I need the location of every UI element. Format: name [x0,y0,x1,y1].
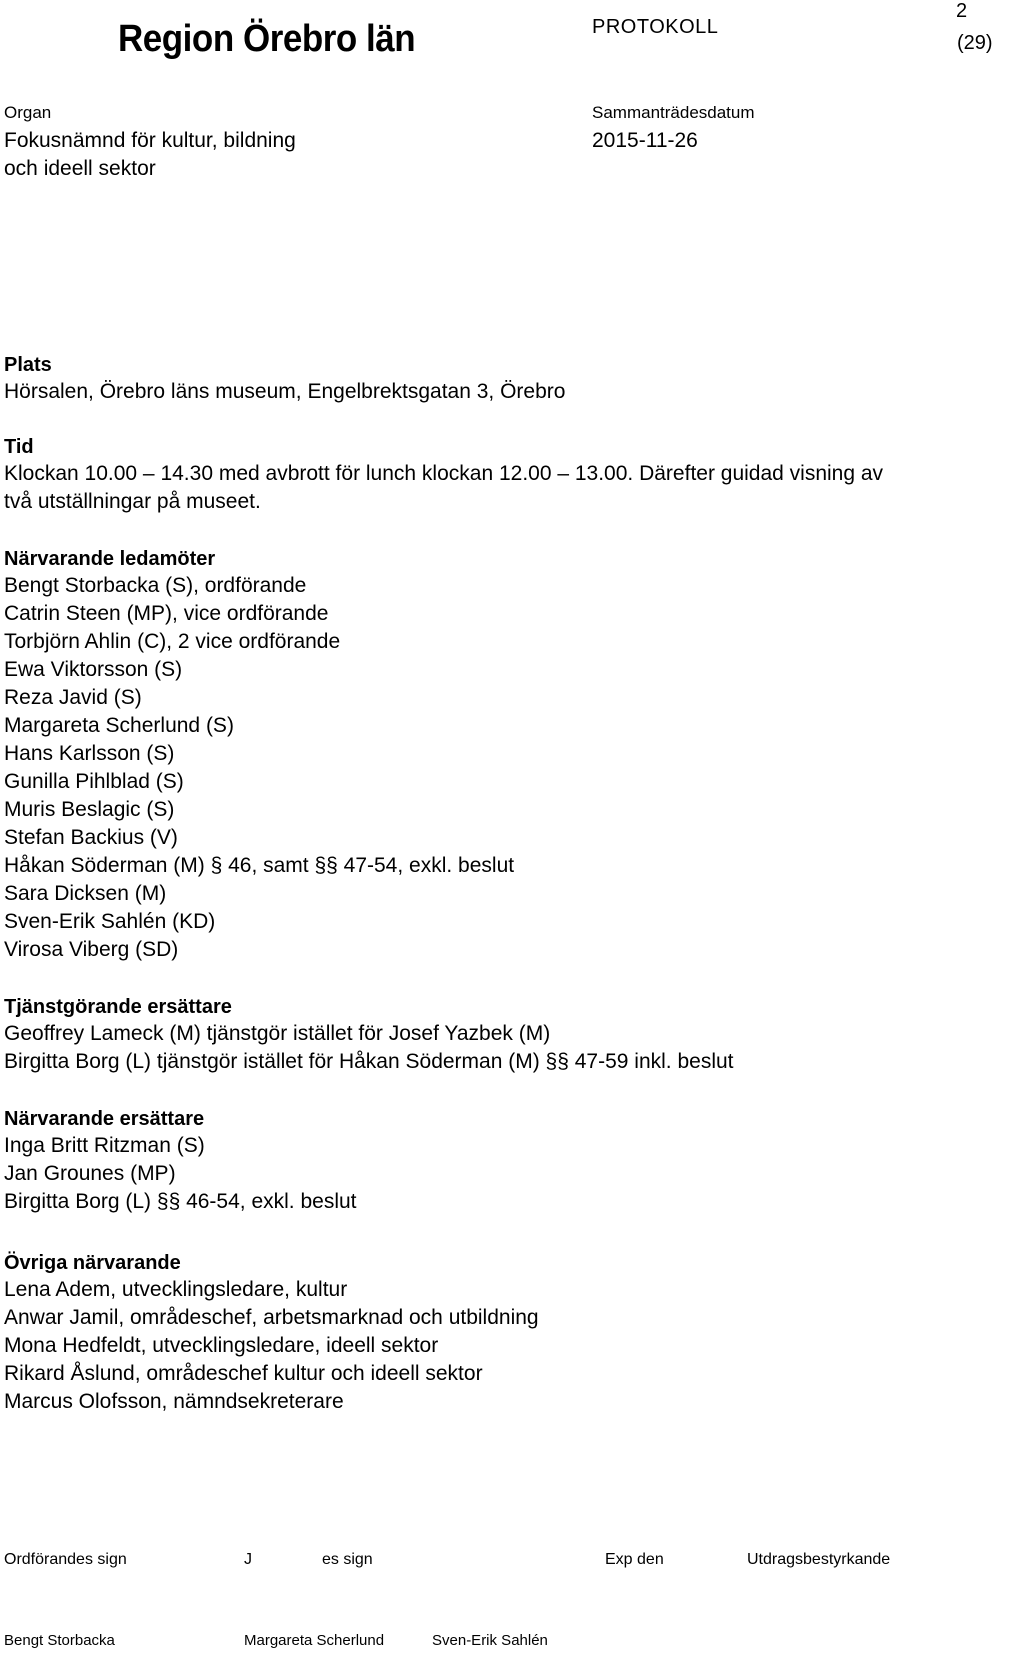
ovriga-heading: Övriga närvarande [4,1252,181,1274]
page-total: (29) [957,32,993,54]
member-line: Rikard Åslund, områdeschef kultur och ideell sektor [4,1362,483,1385]
member-line: Sara Dicksen (M) [4,882,167,905]
region-logo: Region Örebro län [118,18,416,60]
adjuster2-name: Sven-Erik Sahlén [432,1632,548,1649]
date-value: 2015-11-26 [592,129,698,152]
member-line: Muris Beslagic (S) [4,798,175,821]
member-line: Sven-Erik Sahlén (KD) [4,910,216,933]
section-tjanstgorande-ersattare [4,994,734,1076]
ledamoter-heading: Närvarande ledamöter [4,548,216,570]
chair-sign-label: Ordförandes sign [4,1551,127,1568]
member-line: Margareta Scherlund (S) [4,714,234,737]
adjuster1-name: Margareta Scherlund [244,1632,385,1649]
member-line: Reza Javid (S) [4,686,142,709]
member-line: Anwar Jamil, områdeschef, arbetsmarknad och utbildning [4,1306,539,1329]
member-line: Birgitta Borg (L) §§ 46-54, exkl. beslut [4,1190,357,1213]
date-label: Sammanträdesdatum [592,103,755,122]
page-number: 2 [956,0,968,22]
j-mark: J [244,1551,252,1568]
member-line: Virosa Viberg (SD) [4,938,179,961]
plats-heading: Plats [4,354,52,376]
chair-name: Bengt Storbacka [4,1632,115,1649]
expedition-label: Exp den [605,1551,664,1568]
section-narvarande-ledamoter [4,546,514,964]
member-line: Bengt Storbacka (S), ordförande [4,574,307,597]
member-line: Birgitta Borg (L) tjänstgör istället för Håkan Söderman (M) §§ 47-59 inkl. beslut [4,1050,734,1073]
tid-heading: Tid [4,436,34,458]
member-line: Lena Adem, utvecklingsledare, kultur [4,1278,348,1301]
member-line: Catrin Steen (MP), vice ordförande [4,602,329,625]
tid-line1: Klockan 10.00 – 14.30 med avbrott för lunch klockan 12.00 – 13.00. Därefter guidad visning av [4,462,884,485]
organ-label: Organ [4,103,52,122]
section-plats [4,352,565,406]
member-line: Håkan Söderman (M) § 46, samt §§ 47-54, exkl. beslut [4,854,515,877]
ersattare-heading: Närvarande ersättare [4,1108,205,1130]
member-line: Hans Karlsson (S) [4,742,175,765]
extract-certification-label: Utdragsbestyrkande [747,1551,891,1568]
organ-line2: och ideell sektor [4,157,156,180]
member-line: Jan Grounes (MP) [4,1162,176,1185]
document-type: PROTOKOLL [592,16,719,38]
member-line: Gunilla Pihlblad (S) [4,770,184,793]
member-line: Torbjörn Ahlin (C), 2 vice ordförande [4,630,341,653]
member-line: Ewa Viktorsson (S) [4,658,183,681]
section-narvarande-ersattare [4,1106,357,1216]
member-line: Marcus Olofsson, nämndsekreterare [4,1390,344,1413]
section-ovriga-narvarande [4,1250,539,1416]
member-line: Mona Hedfeldt, utvecklingsledare, ideell sektor [4,1334,439,1357]
organ-line1: Fokusnämnd för kultur, bildning [4,129,296,152]
tjanstgorande-heading: Tjänstgörande ersättare [4,996,232,1018]
member-line: Inga Britt Ritzman (S) [4,1134,205,1157]
section-tid [4,434,883,516]
member-line: Stefan Backius (V) [4,826,178,849]
tid-line2: två utställningar på museet. [4,490,261,513]
plats-text: Hörsalen, Örebro läns museum, Engelbrektsgatan 3, Örebro [4,380,566,403]
member-line: Geoffrey Lameck (M) tjänstgör istället för Josef Yazbek (M) [4,1022,551,1045]
adjuster-sign-label: es sign [322,1551,373,1568]
